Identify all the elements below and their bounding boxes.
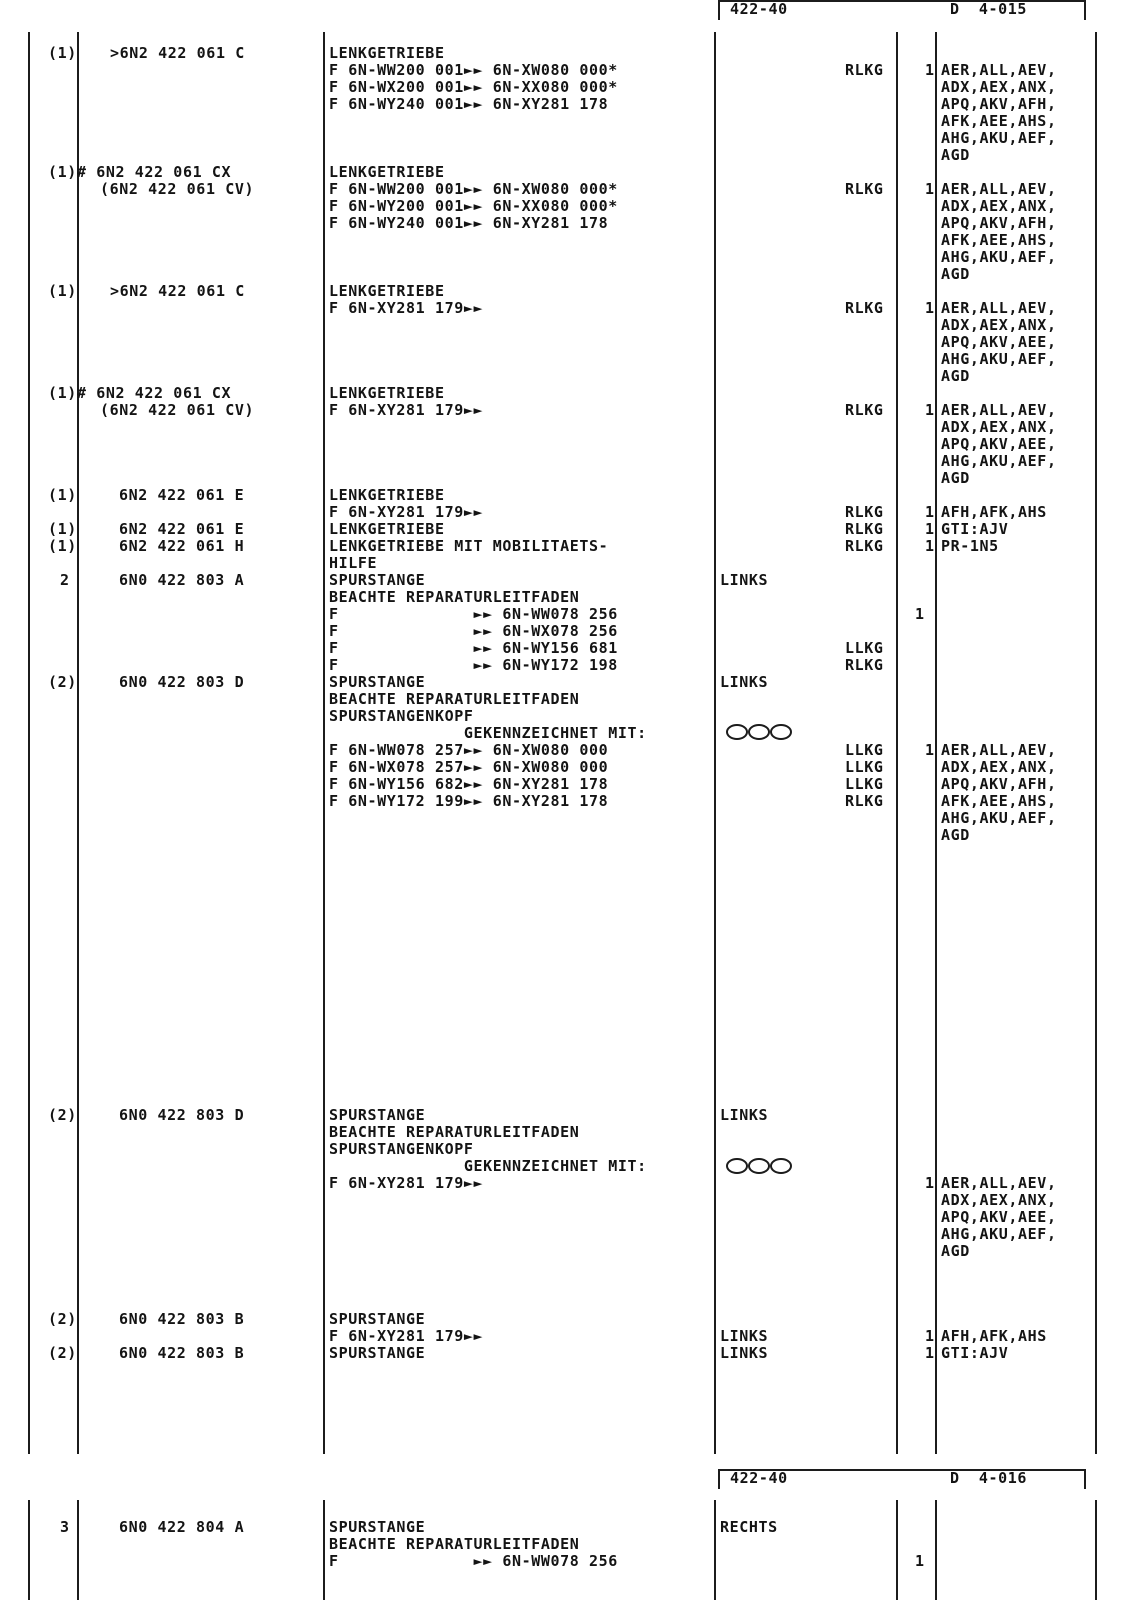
row5-qty: 1 (925, 503, 935, 521)
row10-desc-0: SPURSTANGE (329, 1106, 426, 1124)
row9-pos: (2) (48, 673, 77, 691)
row7-desc-1: HILFE (329, 554, 378, 572)
row9-models-1: ADX,AEX,ANX, (941, 758, 1057, 776)
row1-desc-0: LENKGETRIEBE (329, 44, 445, 62)
row2-models-0: AER,ALL,AEV, (941, 180, 1057, 198)
row9-desc-6: F 6N-WY156 682►► 6N-XY281 178 (329, 775, 609, 793)
row5-models-0: AFH,AFK,AHS (941, 503, 1047, 521)
row9-code-6: LLKG (845, 775, 884, 793)
col-rule-models-left-2 (935, 1500, 937, 1600)
row7-qty: 1 (925, 537, 935, 555)
row10-models-4: AGD (941, 1242, 970, 1260)
row9-models-3: AFK,AEE,AHS, (941, 792, 1057, 810)
p2-row1-desc-0: SPURSTANGE (329, 1518, 426, 1536)
row3-models-1: ADX,AEX,ANX, (941, 316, 1057, 334)
row3-qty: 1 (925, 299, 935, 317)
row9-side: LINKS (720, 673, 769, 691)
row9-desc-5: F 6N-WX078 257►► 6N-XW080 000 (329, 758, 609, 776)
row4-desc-0: LENKGETRIEBE (329, 384, 445, 402)
row9-code-4: LLKG (845, 741, 884, 759)
row11-desc-0: SPURSTANGE (329, 1310, 426, 1328)
col-rule-qty (896, 32, 898, 754)
row4-part-alt: (6N2 422 061 CV) (100, 401, 255, 419)
row9-desc-1: BEACHTE REPARATURLEITFADEN (329, 690, 580, 708)
row1-part-number: >6N2 422 061 C (110, 44, 245, 62)
row3-part-number: >6N2 422 061 C (110, 282, 245, 300)
row9-models-2: APQ,AKV,AFH, (941, 775, 1057, 793)
row1-desc-2: F 6N-WX200 001►► 6N-XX080 000* (329, 78, 618, 96)
col-rule-right-2 (1095, 1500, 1097, 1600)
row10-models-2: APQ,AKV,AEE, (941, 1208, 1057, 1226)
row9-desc-4: F 6N-WW078 257►► 6N-XW080 000 (329, 741, 609, 759)
row8-desc-1: BEACHTE REPARATURLEITFADEN (329, 588, 580, 606)
row1-desc-1: F 6N-WW200 001►► 6N-XW080 000* (329, 61, 618, 79)
row4-pos: (1) (48, 384, 77, 402)
row1-models-4: AHG,AKU,AEF, (941, 129, 1057, 147)
row10-desc-4: F 6N-XY281 179►► (329, 1174, 484, 1192)
row9-desc-7: F 6N-WY172 199►► 6N-XY281 178 (329, 792, 609, 810)
row10-qty: 1 (925, 1174, 935, 1192)
row8-part-number: 6N0 422 803 A (119, 571, 245, 589)
row8-desc-4: F ►► 6N-WY156 681 (329, 639, 618, 657)
row2-part-number: # 6N2 422 061 CX (77, 163, 232, 181)
col-rule-desc-lower (714, 754, 716, 1454)
row5-code: RLKG (845, 503, 884, 521)
col-rule-right-lower (1095, 754, 1097, 1454)
row10-models-0: AER,ALL,AEV, (941, 1174, 1057, 1192)
row4-desc-1: F 6N-XY281 179►► (329, 401, 484, 419)
row2-models-4: AHG,AKU,AEF, (941, 248, 1057, 266)
row4-qty: 1 (925, 401, 935, 419)
row7-desc-0: LENKGETRIEBE MIT MOBILITAETS- (329, 537, 609, 555)
row11-desc-1: F 6N-XY281 179►► (329, 1327, 484, 1345)
row7-pos: (1) (48, 537, 77, 555)
row11-qty: 1 (925, 1327, 935, 1345)
row12-models-0: GTI:AJV (941, 1344, 1009, 1362)
col-rule-part-2 (323, 1500, 325, 1600)
row9-models-4: AHG,AKU,AEF, (941, 809, 1057, 827)
col-rule-models-left-lower (935, 754, 937, 1454)
row4-models-0: AER,ALL,AEV, (941, 401, 1057, 419)
row1-qty: 1 (925, 61, 935, 79)
row2-models-2: APQ,AKV,AFH, (941, 214, 1057, 232)
row6-code: RLKG (845, 520, 884, 538)
p2-row1-side: RECHTS (720, 1518, 778, 1536)
row2-desc-2: F 6N-WY200 001►► 6N-XX080 000* (329, 197, 618, 215)
col-rule-pos-2 (77, 1500, 79, 1600)
col-rule-qty-lower (896, 754, 898, 1454)
row9-qty: 1 (925, 741, 935, 759)
row7-code: RLKG (845, 537, 884, 555)
row1-models-5: AGD (941, 146, 970, 164)
row8-pos: 2 (60, 571, 70, 589)
row9-desc-3: GEKENNZEICHNET MIT: (329, 724, 647, 742)
row2-models-1: ADX,AEX,ANX, (941, 197, 1057, 215)
p2-row1-qty-2: 1 (915, 1552, 925, 1570)
col-rule-pos-lower (77, 754, 79, 1454)
row6-desc-0: LENKGETRIEBE (329, 520, 445, 538)
row2-desc-1: F 6N-WW200 001►► 6N-XW080 000* (329, 180, 618, 198)
row10-pos: (2) (48, 1106, 77, 1124)
col-rule-models-left (935, 32, 937, 754)
row4-models-4: AGD (941, 469, 970, 487)
col-rule-left-2 (28, 1500, 30, 1600)
row9-part-number: 6N0 422 803 D (119, 673, 245, 691)
row8-side: LINKS (720, 571, 769, 589)
row3-models-0: AER,ALL,AEV, (941, 299, 1057, 317)
row2-models-3: AFK,AEE,AHS, (941, 231, 1057, 249)
col-rule-right (1095, 32, 1097, 754)
p2-row1-desc-1: BEACHTE REPARATURLEITFADEN (329, 1535, 580, 1553)
row9-desc-0: SPURSTANGE (329, 673, 426, 691)
row1-models-0: AER,ALL,AEV, (941, 61, 1057, 79)
col-rule-qty-2 (896, 1500, 898, 1600)
row5-pos: (1) (48, 486, 77, 504)
col-rule-left-lower (28, 754, 30, 1454)
row3-desc-0: LENKGETRIEBE (329, 282, 445, 300)
row2-desc-3: F 6N-WY240 001►► 6N-XY281 178 (329, 214, 609, 232)
row5-desc-0: LENKGETRIEBE (329, 486, 445, 504)
row8-qty-2: 1 (915, 605, 925, 623)
tie-rod-mark-icon-2 (719, 1156, 803, 1176)
row2-desc-0: LENKGETRIEBE (329, 163, 445, 181)
row5-part-number: 6N2 422 061 E (119, 486, 245, 504)
p2-row1-pos: 3 (60, 1518, 70, 1536)
row3-pos: (1) (48, 282, 77, 300)
col-rule-part-lower (323, 754, 325, 1454)
row6-pos: (1) (48, 520, 77, 538)
tie-rod-mark-icon-1 (719, 722, 803, 742)
row8-desc-5: F ►► 6N-WY172 198 (329, 656, 618, 674)
row8-code-5: RLKG (845, 656, 884, 674)
row8-desc-3: F ►► 6N-WX078 256 (329, 622, 618, 640)
row2-pos: (1) (48, 163, 77, 181)
row8-code-4: LLKG (845, 639, 884, 657)
row4-models-1: ADX,AEX,ANX, (941, 418, 1057, 436)
row2-part-alt: (6N2 422 061 CV) (100, 180, 255, 198)
row9-models-0: AER,ALL,AEV, (941, 741, 1057, 759)
row12-desc-0: SPURSTANGE (329, 1344, 426, 1362)
row9-code-7: RLKG (845, 792, 884, 810)
row3-models-3: AHG,AKU,AEF, (941, 350, 1057, 368)
row11-pos: (2) (48, 1310, 77, 1328)
row9-desc-2: SPURSTANGENKOPF (329, 707, 474, 725)
row10-models-3: AHG,AKU,AEF, (941, 1225, 1057, 1243)
row11-models-0: AFH,AFK,AHS (941, 1327, 1047, 1345)
page-number-1: D 4-015 (950, 0, 1028, 18)
row8-desc-2: F ►► 6N-WW078 256 (329, 605, 618, 623)
row7-models-0: PR-1N5 (941, 537, 999, 555)
row11-side: LINKS (720, 1327, 769, 1345)
col-rule-desc-2 (714, 1500, 716, 1600)
row2-qty: 1 (925, 180, 935, 198)
col-rule-left (28, 32, 30, 754)
row1-models-3: AFK,AEE,AHS, (941, 112, 1057, 130)
row12-part-number: 6N0 422 803 B (119, 1344, 245, 1362)
row10-part-number: 6N0 422 803 D (119, 1106, 245, 1124)
page-number-2: D 4-016 (950, 1469, 1028, 1487)
row12-qty: 1 (925, 1344, 935, 1362)
row3-models-2: APQ,AKV,AEE, (941, 333, 1057, 351)
row11-part-number: 6N0 422 803 B (119, 1310, 245, 1328)
row1-desc-3: F 6N-WY240 001►► 6N-XY281 178 (329, 95, 609, 113)
row8-desc-0: SPURSTANGE (329, 571, 426, 589)
row1-pos: (1) (48, 44, 77, 62)
row3-code: RLKG (845, 299, 884, 317)
col-rule-desc (714, 32, 716, 754)
section-number-2: 422-40 (730, 1469, 788, 1487)
row2-models-5: AGD (941, 265, 970, 283)
section-number-1: 422-40 (730, 0, 788, 18)
row6-qty: 1 (925, 520, 935, 538)
row1-models-1: ADX,AEX,ANX, (941, 78, 1057, 96)
row3-models-4: AGD (941, 367, 970, 385)
row10-desc-3: GEKENNZEICHNET MIT: (329, 1157, 647, 1175)
row10-desc-1: BEACHTE REPARATURLEITFADEN (329, 1123, 580, 1141)
row10-models-1: ADX,AEX,ANX, (941, 1191, 1057, 1209)
row4-code: RLKG (845, 401, 884, 419)
row12-side: LINKS (720, 1344, 769, 1362)
row10-side: LINKS (720, 1106, 769, 1124)
row4-models-2: APQ,AKV,AEE, (941, 435, 1057, 453)
p2-row1-desc-2: F ►► 6N-WW078 256 (329, 1552, 618, 1570)
row9-code-5: LLKG (845, 758, 884, 776)
row3-desc-1: F 6N-XY281 179►► (329, 299, 484, 317)
row2-code: RLKG (845, 180, 884, 198)
row5-desc-1: F 6N-XY281 179►► (329, 503, 484, 521)
row10-desc-2: SPURSTANGENKOPF (329, 1140, 474, 1158)
row6-models-0: GTI:AJV (941, 520, 1009, 538)
row1-code: RLKG (845, 61, 884, 79)
row4-part-number: # 6N2 422 061 CX (77, 384, 232, 402)
row4-models-3: AHG,AKU,AEF, (941, 452, 1057, 470)
row1-models-2: APQ,AKV,AFH, (941, 95, 1057, 113)
row7-part-number: 6N2 422 061 H (119, 537, 245, 555)
p2-row1-part-number: 6N0 422 804 A (119, 1518, 245, 1536)
row6-part-number: 6N2 422 061 E (119, 520, 245, 538)
row12-pos: (2) (48, 1344, 77, 1362)
row9-models-5: AGD (941, 826, 970, 844)
col-rule-part (323, 32, 325, 754)
